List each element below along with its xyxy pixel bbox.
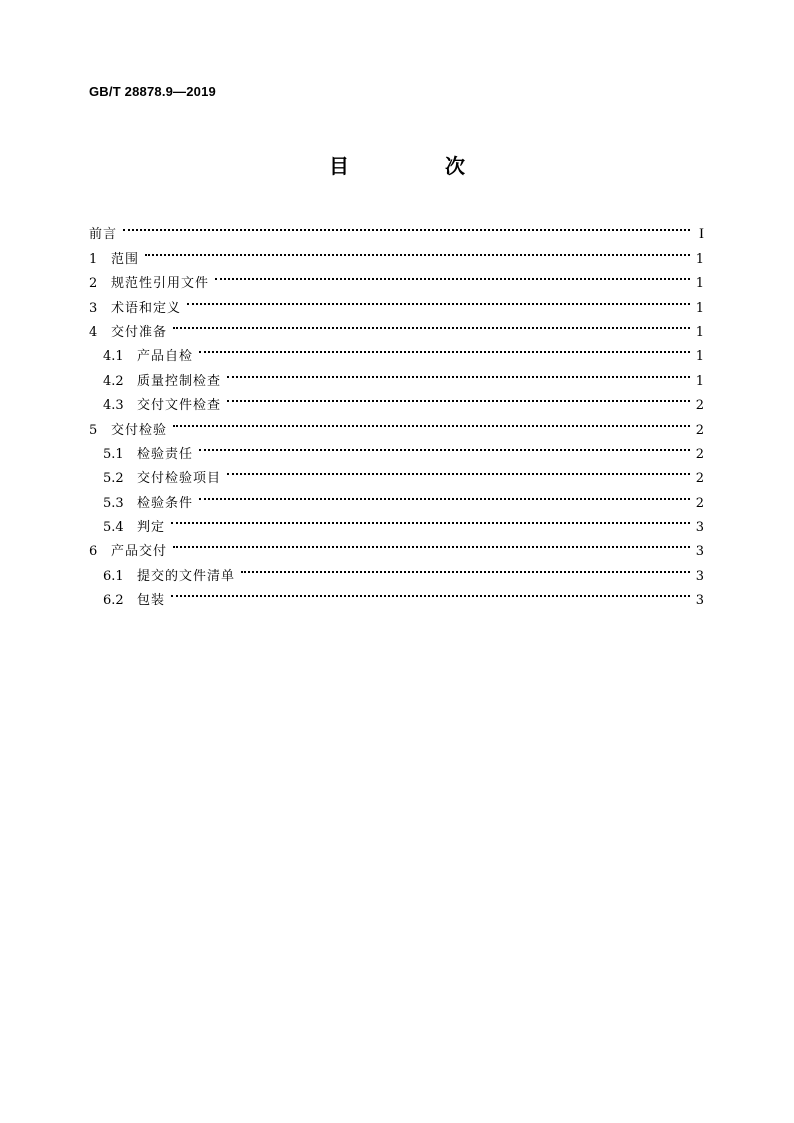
toc-entry[interactable] [89,434,704,462]
toc-entry-label: 交付准备 [111,324,168,340]
toc-entry[interactable] [89,531,704,560]
toc-title: 目 次 [329,154,503,178]
toc-entry-page-number: 2 [695,398,704,414]
toc-entry[interactable] [89,580,704,609]
toc-entry-number: 5 [89,422,98,438]
toc-entry-number: 6.2 [103,593,124,609]
toc-entry-number: 3 [89,300,98,316]
toc-entry-number: 5.3 [103,495,124,511]
toc-entry[interactable] [89,555,704,584]
toc-entry-label: 检验责任 [137,446,194,462]
toc-entry-label: 交付文件检查 [137,398,222,414]
toc-entry[interactable] [89,312,704,340]
toc-entry[interactable] [89,238,704,267]
toc-entry-page-number: 3 [695,568,704,584]
toc-entry-page-number: 3 [695,520,704,536]
toc-dot-leader [227,385,690,409]
toc-entry-page-number: I [699,226,704,243]
toc-entry-label: 包装 [137,593,166,609]
toc-entry-number: 6.1 [103,568,124,584]
toc-entry-page-number: 3 [695,593,704,609]
toc-entry-label: 前言 [89,227,118,243]
toc-entry-number: 4.1 [103,349,124,365]
toc-dot-leader [227,458,690,482]
toc-dot-leader [173,409,690,433]
toc-entry-page-number: 3 [695,544,704,560]
toc-dot-leader [123,214,690,238]
toc-entry-label: 交付检验 [111,422,168,438]
toc-dot-leader [199,482,690,506]
toc-dot-leader [173,312,690,336]
toc-entry-label: 检验条件 [137,495,194,511]
toc-entry-label: 规范性引用文件 [111,276,210,292]
toc-entry-label: 交付检验项目 [137,471,222,487]
toc-entry-label: 产品交付 [111,544,168,560]
toc-entry-number: 4.3 [103,398,124,414]
toc-entry-label: 判定 [137,520,166,536]
toc-dot-leader [241,555,690,579]
toc-entry[interactable] [89,336,704,365]
toc-entry-label: 范围 [111,251,140,267]
toc-dot-leader [187,287,690,311]
toc-entry-number: 4.2 [103,373,124,389]
toc-entry-page-number: 2 [695,471,704,487]
toc-entry-page-number: 2 [695,446,704,462]
toc-entry-page-number: 2 [695,422,704,438]
toc-entry-number: 2 [89,276,98,292]
toc-dot-leader [227,360,690,384]
toc-entry-label: 质量控制检查 [137,373,222,389]
toc-entry-number: 5.1 [103,446,124,462]
toc-entry-page-number: 1 [695,324,704,340]
toc-entry-label: 术语和定义 [111,300,182,316]
toc-entry-label: 产品自检 [137,349,194,365]
toc-entry[interactable] [89,263,704,292]
toc-entry-page-number: 1 [695,349,704,365]
toc-entry[interactable] [89,507,704,536]
toc-entry[interactable] [89,214,704,243]
toc-entry-page-number: 2 [695,495,704,511]
toc-dot-leader [171,507,690,531]
toc-entry-number: 5.4 [103,520,124,536]
toc-entry-page-number: 1 [695,251,704,267]
table-of-contents [89,214,704,609]
toc-entry-number: 5.2 [103,471,124,487]
standard-code: GB/T 28878.9—2019 [89,84,216,99]
toc-dot-leader [199,336,690,360]
toc-entry-label: 提交的文件清单 [137,568,236,584]
toc-entry-page-number: 1 [695,300,704,316]
toc-entry-number: 1 [89,251,98,267]
toc-entry[interactable] [89,409,704,438]
toc-entry-number: 4 [89,324,98,340]
toc-dot-leader [173,531,690,555]
toc-entry-page-number: 1 [695,373,704,389]
toc-entry-number: 6 [89,544,98,560]
toc-dot-leader [215,263,690,287]
toc-dot-leader [145,238,690,262]
toc-entry-page-number: 1 [695,276,704,292]
toc-dot-leader [171,580,690,604]
toc-dot-leader [199,434,690,458]
